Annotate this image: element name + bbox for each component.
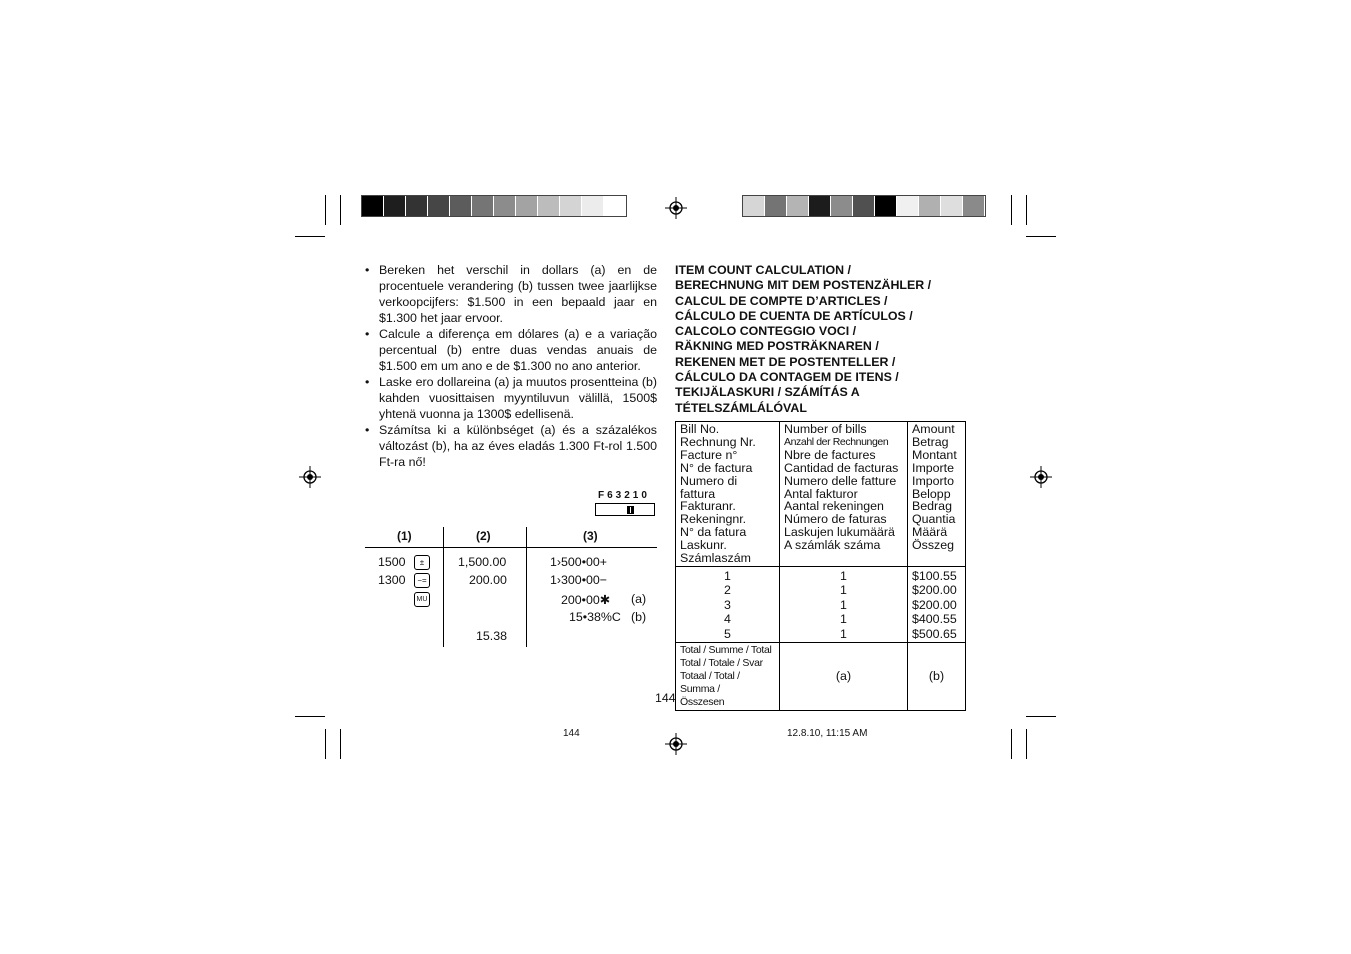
result-tag: (a) (631, 592, 647, 606)
total-row (676, 643, 966, 711)
total-count-cell: (a) (780, 643, 908, 711)
print-value: 15•38%C (569, 610, 621, 624)
color-swatch (494, 196, 516, 216)
divider (443, 527, 444, 647)
color-swatch (406, 196, 428, 216)
color-swatch (472, 196, 494, 216)
color-swatch (516, 196, 538, 216)
registration-mark-icon (665, 733, 687, 755)
list-item-text: Számítsa ki a különbséget (a) és a százalékos változást (b), ha az éves eladás 1.300 Ft-rol 1.500 Ft-ra nő! (379, 423, 657, 469)
registration-mark-icon (299, 466, 321, 488)
list-item: • Bereken het verschil in dollars (a) en de procentuele verandering (b) tussen twee jaarlijkse verkoopcijfers: $1.500 in een bepaald jaar en $1.300 het jaar ervoor. (365, 263, 657, 325)
display-value: 200.00 (469, 573, 507, 587)
list-item-text: Bereken het verschil in dollars (a) en de procentuele verandering (b) tussen twee jaarlijkse verkoopcijfers: $1.500 in een bepaald jaar en $1.300 het jaar ervoor. (379, 263, 657, 325)
header-cell: Number of bills Anzahl der Rechnungen Nbre de factures Cantidad de facturas Numero delle fatture Antal fakturor Aantal rekeningen Número de faturas Laskujen lukumäärä A számlák száma (780, 422, 908, 567)
color-swatch (853, 196, 875, 216)
bills-table (675, 421, 966, 711)
color-swatch (582, 196, 604, 216)
page-number: 144 (655, 691, 676, 705)
color-swatch (809, 196, 831, 216)
color-swatch (875, 196, 897, 216)
print-value: 1›300•00− (550, 573, 608, 587)
color-swatch (604, 196, 626, 216)
color-swatch (560, 196, 582, 216)
instruction-list (365, 262, 657, 470)
footer-date: 12.8.10, 11:15 AM (787, 728, 868, 739)
color-swatch (765, 196, 787, 216)
markup-key-icon: MU (414, 592, 430, 607)
color-swatch (919, 196, 941, 216)
table-header-row (676, 422, 966, 567)
footer-page: 144 (563, 728, 580, 739)
column-header: (2) (476, 529, 491, 543)
header-cell: Amount Betrag Montant Importe Importo Belopp Bedrag Quantia Määrä Összeg (908, 422, 966, 567)
amount-cell: $100.55 $200.00 $200.00 $400.55 $500.65 (908, 566, 966, 643)
color-swatch (831, 196, 853, 216)
divider (365, 547, 657, 548)
display-value: 15.38 (476, 629, 508, 643)
bill-number-cell: 1 2 3 4 5 (676, 566, 780, 643)
color-swatch (743, 196, 765, 216)
list-item-text: Laske ero dollareina (a) ja muutos prosentteina (b) kahden vuosittaisen myyntiluvun välillä, 1500$ yhtenä vuonna ja 1300$ edellisenä. (379, 375, 657, 421)
color-swatch (384, 196, 406, 216)
color-bar-left (361, 195, 627, 217)
divider (526, 527, 527, 647)
registration-mark-icon (665, 197, 687, 219)
plus-equal-key-icon: ± (414, 555, 430, 570)
decimal-switch-icon (595, 503, 655, 516)
color-swatch (941, 196, 963, 216)
list-item-text: Calcule a diferença em dólares (a) e a variação percentual (b) entre duas vendas anuais de $1.500 em um ano e de $1.300 no ano anterior. (379, 327, 657, 373)
print-value: 200•00✱ (561, 593, 611, 607)
bill-count-cell: 1 1 1 1 1 (780, 566, 908, 643)
column-header: (1) (397, 529, 412, 543)
color-swatch (450, 196, 472, 216)
section-heading: ITEM COUNT CALCULATION / BERECHNUNG MIT DEM POSTENZÄHLER / CALCUL DE COMPTE D’ARTICLES / CÁLCULO DE CUENTA DE ARTÍCULOS / CALCOLO CONTEGGIO VOCI / RÄKNING MED POSTRÄKNAREN / REKENEN MET DE POSTENTELLER / CÁLCULO DA CONTAGEM DE ITENS / TEKIJÄLASKURI / SZÁMÍTÁS A TÉTELSZÁMLÁLÓVAL (675, 263, 932, 415)
column-header: (3) (583, 529, 598, 543)
color-swatch (538, 196, 560, 216)
header-cell: Bill No. Rechnung Nr. Facture n° N° de factura Numero di fattura Fakturanr. Rekeningnr. N° da fatura Laskunr. Számlaszám (676, 422, 780, 567)
list-item: • Calcule a diferença em dólares (a) e a variação percentual (b) entre duas vendas anuais de $1.500 em um ano e de $1.300 no ano anterior. (365, 327, 657, 373)
model-code: F63210 (598, 490, 650, 501)
total-label-cell: Total / Summe / Total Total / Totale / Svar Totaal / Total / Summa / Összesen (676, 643, 780, 711)
color-swatch (963, 196, 985, 216)
total-amount-cell: (b) (908, 643, 966, 711)
color-swatch (428, 196, 450, 216)
list-item: • Laske ero dollareina (a) ja muutos prosentteina (b) kahden vuosittaisen myyntiluvun välillä, 1500$ yhtenä vuonna ja 1300$ edellisenä. (365, 375, 657, 421)
entry-value: 1500 (378, 555, 406, 569)
table-row (676, 566, 966, 643)
registration-mark-icon (1030, 466, 1052, 488)
color-swatch (787, 196, 809, 216)
minus-equal-key-icon: −= (414, 573, 430, 588)
color-bar-right (742, 195, 986, 217)
color-swatch (897, 196, 919, 216)
display-value: 1,500.00 (458, 555, 507, 569)
print-value: 1›500•00+ (550, 555, 608, 569)
color-swatch (362, 196, 384, 216)
result-tag: (b) (631, 610, 647, 624)
calculation-example (365, 527, 657, 647)
list-item: • Számítsa ki a különbséget (a) és a százalékos változást (b), ha az éves eladás 1.300 Ft-rol 1.500 Ft-ra nő! (365, 423, 657, 469)
entry-value: 1300 (378, 573, 406, 587)
